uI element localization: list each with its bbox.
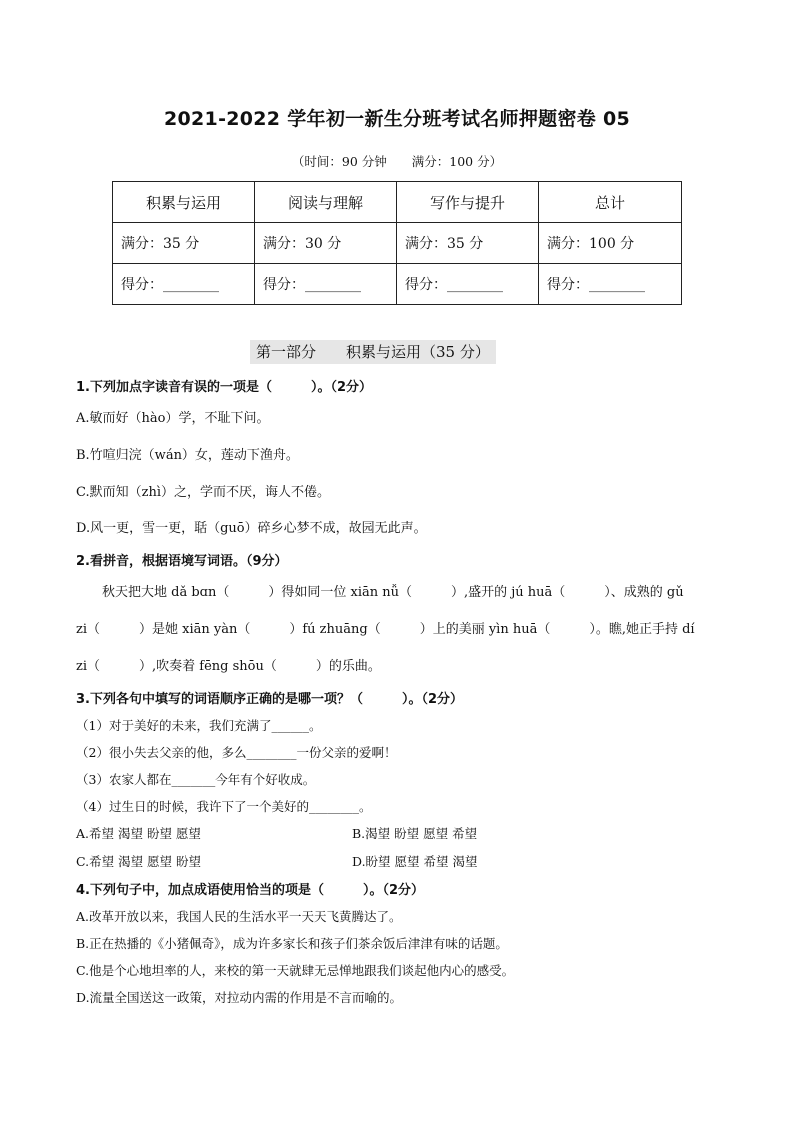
question-4-option-b[interactable]: B.正在热播的《小猪佩奇》，成为许多家长和孩子们茶余饭后津津有味的话题。: [76, 936, 508, 951]
score-table: [112, 181, 682, 305]
exam-info: （时间：90 分钟 满分：100 分）: [291, 154, 503, 169]
question-4-stem: 4.下列句子中，加点成语使用恰当的项是（ ）。（2分）: [76, 883, 425, 898]
full-mark-cell: 满分：35 分: [397, 223, 539, 264]
question-4-option-c[interactable]: C.他是个心地坦率的人，来校的第一天就肆无忌惮地跟我们谈起他内心的感受。: [76, 963, 515, 978]
section-heading: 第一部分 积累与运用（35 分）: [250, 340, 496, 364]
score-blank-cell[interactable]: 得分：________: [255, 264, 397, 305]
score-blank-cell[interactable]: 得分：________: [539, 264, 682, 305]
question-2-line: 秋天把大地 dǎ bɑn（ ）得如同一位 xiān nǚ（ ）,盛开的 jú huā（ ）、成熟的 gǔ: [102, 585, 684, 600]
header-reading: 阅读与理解: [255, 182, 397, 223]
header-total: 总计: [539, 182, 682, 223]
full-mark-cell: 满分：100 分: [539, 223, 682, 264]
question-3-option-c[interactable]: C.希望 渴望 愿望 盼望: [76, 854, 202, 869]
header-writing: 写作与提升: [397, 182, 539, 223]
page-title: 2021-2022 学年初一新生分班考试名师押题密卷 05: [163, 108, 631, 130]
question-1-option-b[interactable]: B.竹喧归浣（wán）女，莲动下渔舟。: [76, 448, 299, 463]
question-1-option-c[interactable]: C.默而知（zhì）之，学而不厌，诲人不倦。: [76, 485, 330, 500]
full-mark-cell: 满分：35 分: [113, 223, 255, 264]
question-2-line: zi（ ）,吹奏着 fēng shōu（ ）的乐曲。: [76, 659, 381, 674]
question-3-option-a[interactable]: A.希望 渴望 盼望 愿望: [76, 826, 201, 841]
question-2-line: zi（ ）是她 xiān yàn（ ）fú zhuāng（ ）上的美丽 yìn huā（ ）。瞧,她正手持 dí: [76, 622, 695, 637]
question-1-stem: 1.下列加点字读音有误的一项是（ ）。（2分）: [76, 380, 373, 395]
question-3-sentence: （3）农家人都在_______今年有个好收成。: [76, 772, 316, 787]
question-2-stem: 2.看拼音，根据语境写词语。（9分）: [76, 554, 288, 569]
question-3-option-b[interactable]: B.渴望 盼望 愿望 希望: [352, 826, 478, 841]
question-3-sentence: （4）过生日的时候，我许下了一个美好的________。: [76, 799, 372, 814]
question-4-option-a[interactable]: A.改革开放以来，我国人民的生活水平一天天飞黄腾达了。: [76, 909, 402, 924]
full-mark-cell: 满分：30 分: [255, 223, 397, 264]
question-4-option-d[interactable]: D.流量全国送这一政策，对拉动内需的作用是不言而喻的。: [76, 990, 403, 1005]
question-3-sentence: （1）对于美好的未来，我们充满了______。: [76, 718, 322, 733]
score-blank-cell[interactable]: 得分：________: [397, 264, 539, 305]
score-blank-cell[interactable]: 得分：________: [113, 264, 255, 305]
question-1-option-a[interactable]: A.敏而好（hào）学，不耻下问。: [76, 411, 270, 426]
question-3-stem: 3.下列各句中填写的词语顺序正确的是哪一项？（ ）。（2分）: [76, 692, 464, 707]
question-1-option-d[interactable]: D.风一更，雪一更，聒（guō）碎乡心梦不成，故园无此声。: [76, 521, 427, 536]
header-accumulation: 积累与运用: [113, 182, 255, 223]
question-3-sentence: （2）很小失去父亲的他，多么________一份父亲的爱啊！: [76, 745, 397, 760]
question-3-option-d[interactable]: D.盼望 愿望 希望 渴望: [352, 854, 478, 869]
